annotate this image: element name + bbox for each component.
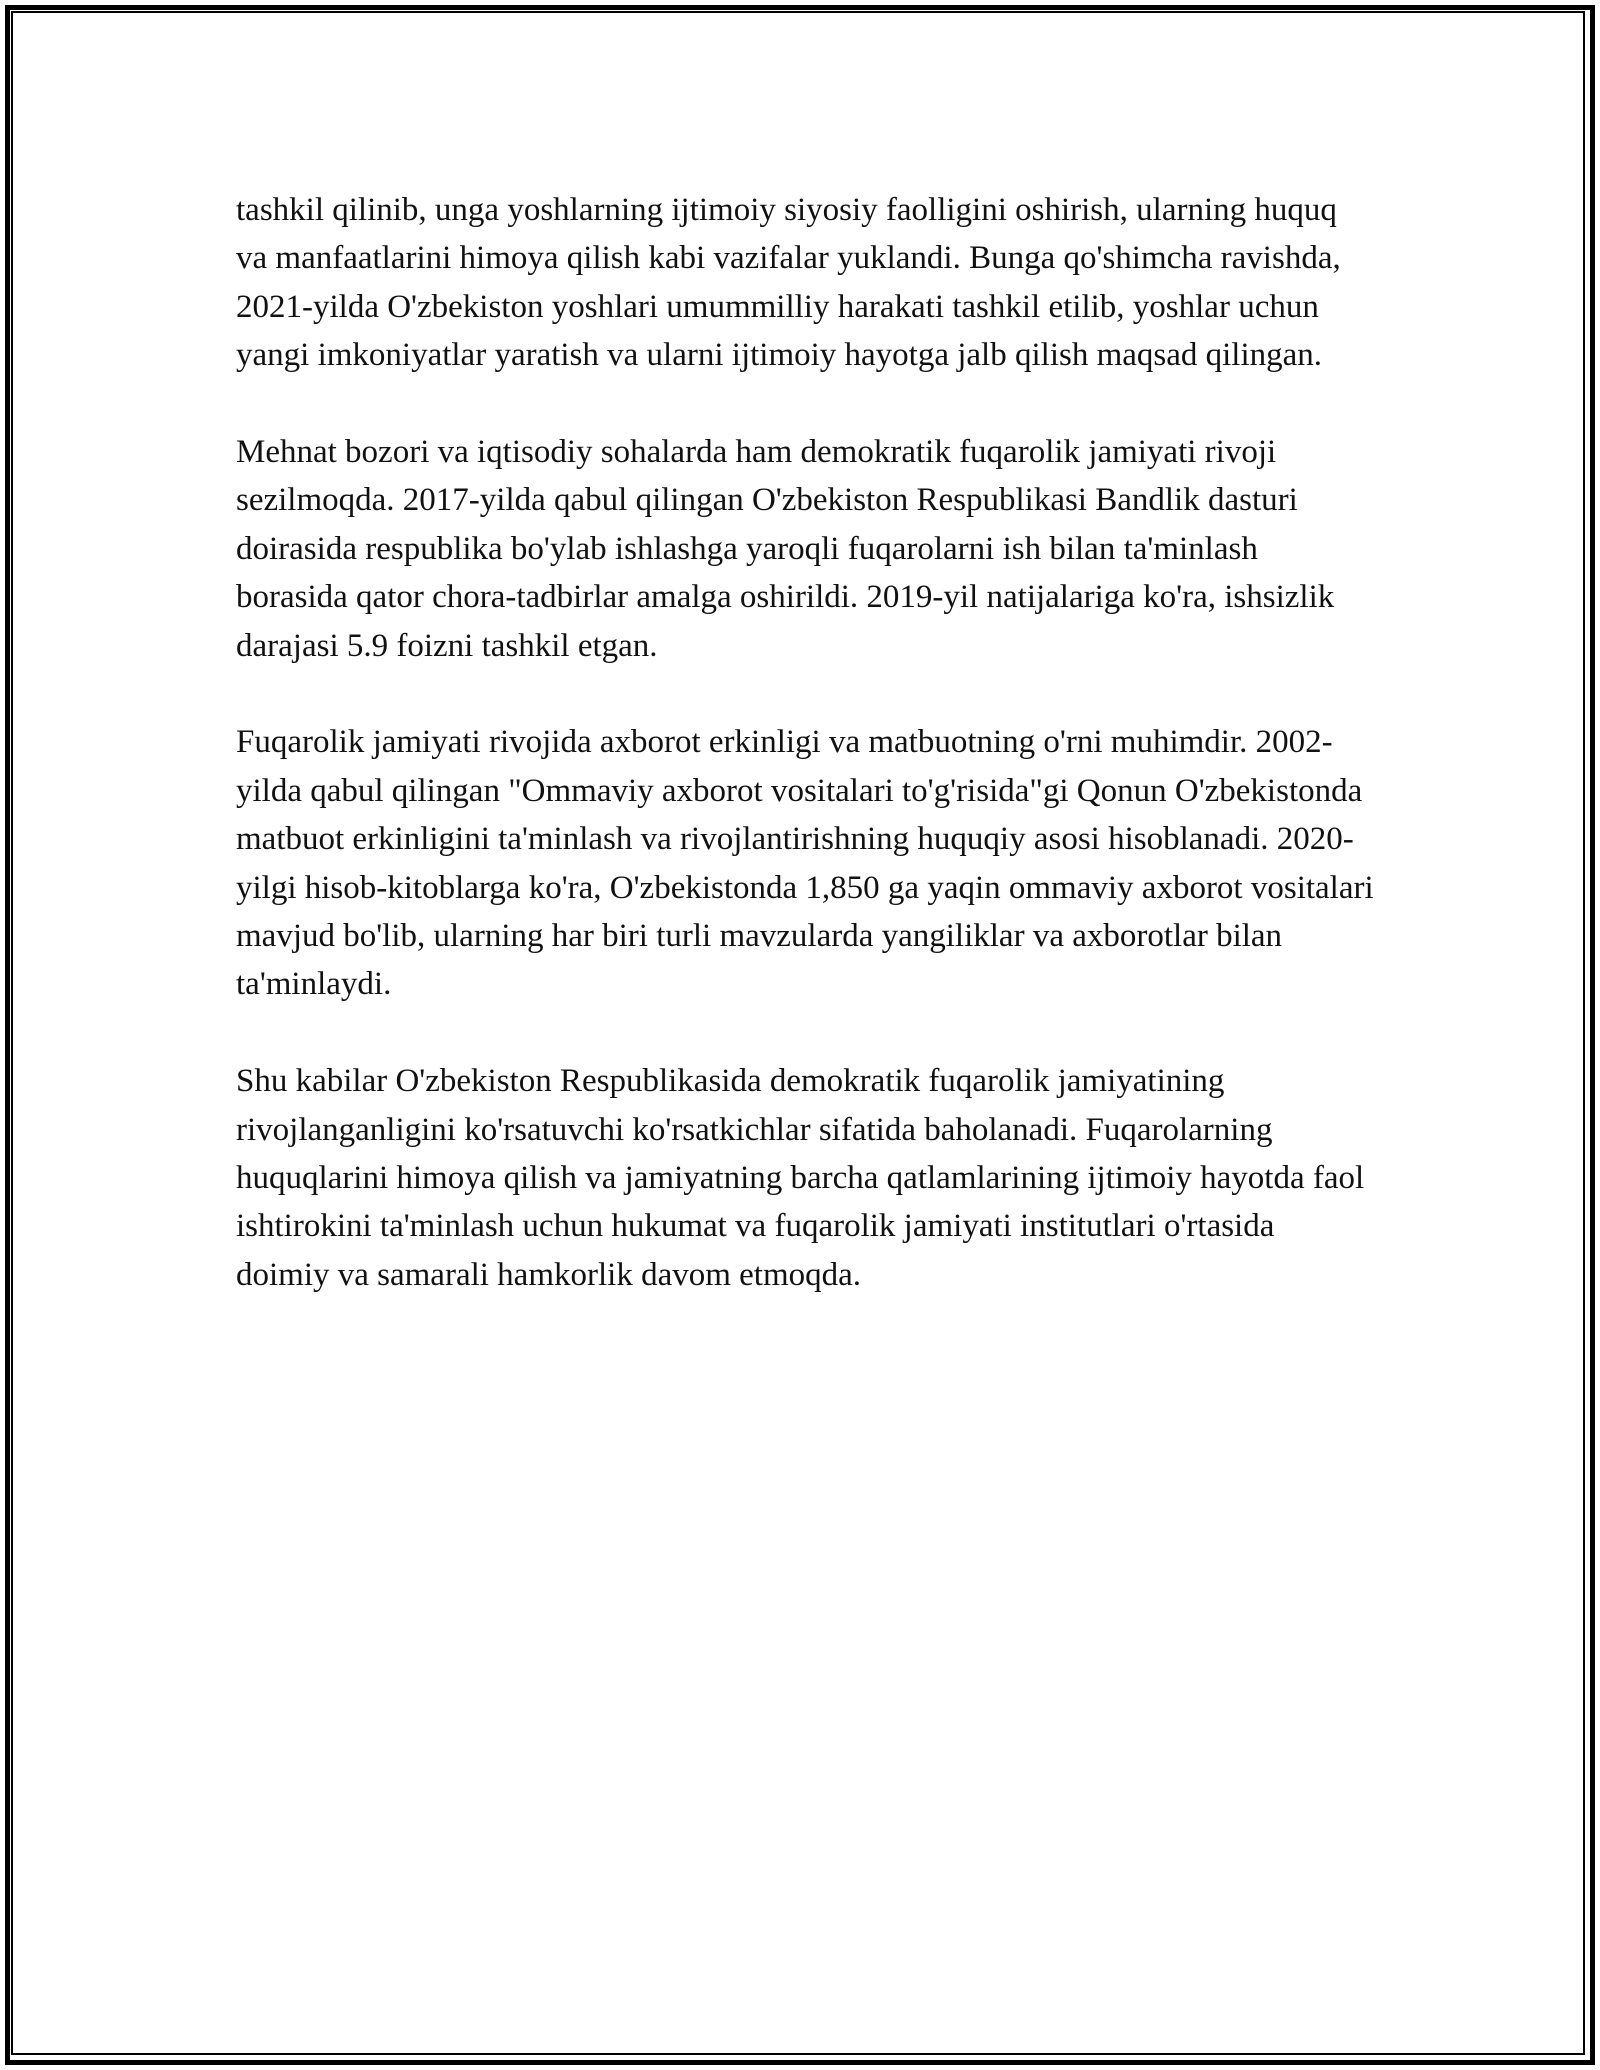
paragraph-media-freedom: Fuqarolik jamiyati rivojida axborot erkinligi va matbuotning o'rni muhimdir. 2002-yilda qabul qilingan "Ommaviy axborot vositalari to'g'risida"gi Qonun O'zbekistonda matbuot erkinligini ta'minlash va rivojlantirishning huquqiy asosi hisoblanadi. 2020-yilgi hisob-kitoblarga ko'ra, O'zbekistonda 1,850 ga yaqin ommaviy axborot vositalari mavjud bo'lib, ularning har biri turli mavzularda yangiliklar va axborotlar bilan ta'minlaydi. xyxy=(236,724,1374,1003)
paragraph-conclusion: Shu kabilar O'zbekiston Respublikasida demokratik fuqarolik jamiyatining rivojlanganligini ko'rsatuvchi ko'rsatkichlar sifatida baholanadi. Fuqarolarning huquqlarini himoya qilish va jamiyatning barcha qatlamlarining ijtimoiy hayotda faol ishtirokini ta'minlash uchun hukumat va fuqarolik jamiyati institutlari o'rtasida doimiy va samarali hamkorlik davom etmoqda. xyxy=(236,1063,1365,1293)
paragraph-labor-market: Mehnat bozori va iqtisodiy sohalarda ham demokratik fuqarolik jamiyati rivoji sezilmoqda. 2017-yilda qabul qilingan O'zbekiston Respublikasi Bandlik dasturi doirasida respublika bo'ylab ishlashga yaroqli fuqarolarni ish bilan ta'minlash borasida qator chora-tadbirlar amalga oshirildi. 2019-yil natijalariga ko'ra, ishsizlik darajasi 5.9 foizni tashkil etgan. xyxy=(236,434,1335,664)
paragraph-youth-movement: tashkil qilinib, unga yoshlarning ijtimoiy siyosiy faolligini oshirish, ularning huquq va manfaatlarini himoya qilish kabi vazifalar yuklandi. Bunga qo'shimcha ravishda, 2021-yilda O'zbekiston yoshlari umummilliy harakati tashkil etilib, yoshlar uchun yangi imkoniyatlar yaratish va ularni ijtimoiy hayotga jalb qilish maqsad qilingan. xyxy=(236,192,1341,374)
document-body xyxy=(236,186,1376,1348)
